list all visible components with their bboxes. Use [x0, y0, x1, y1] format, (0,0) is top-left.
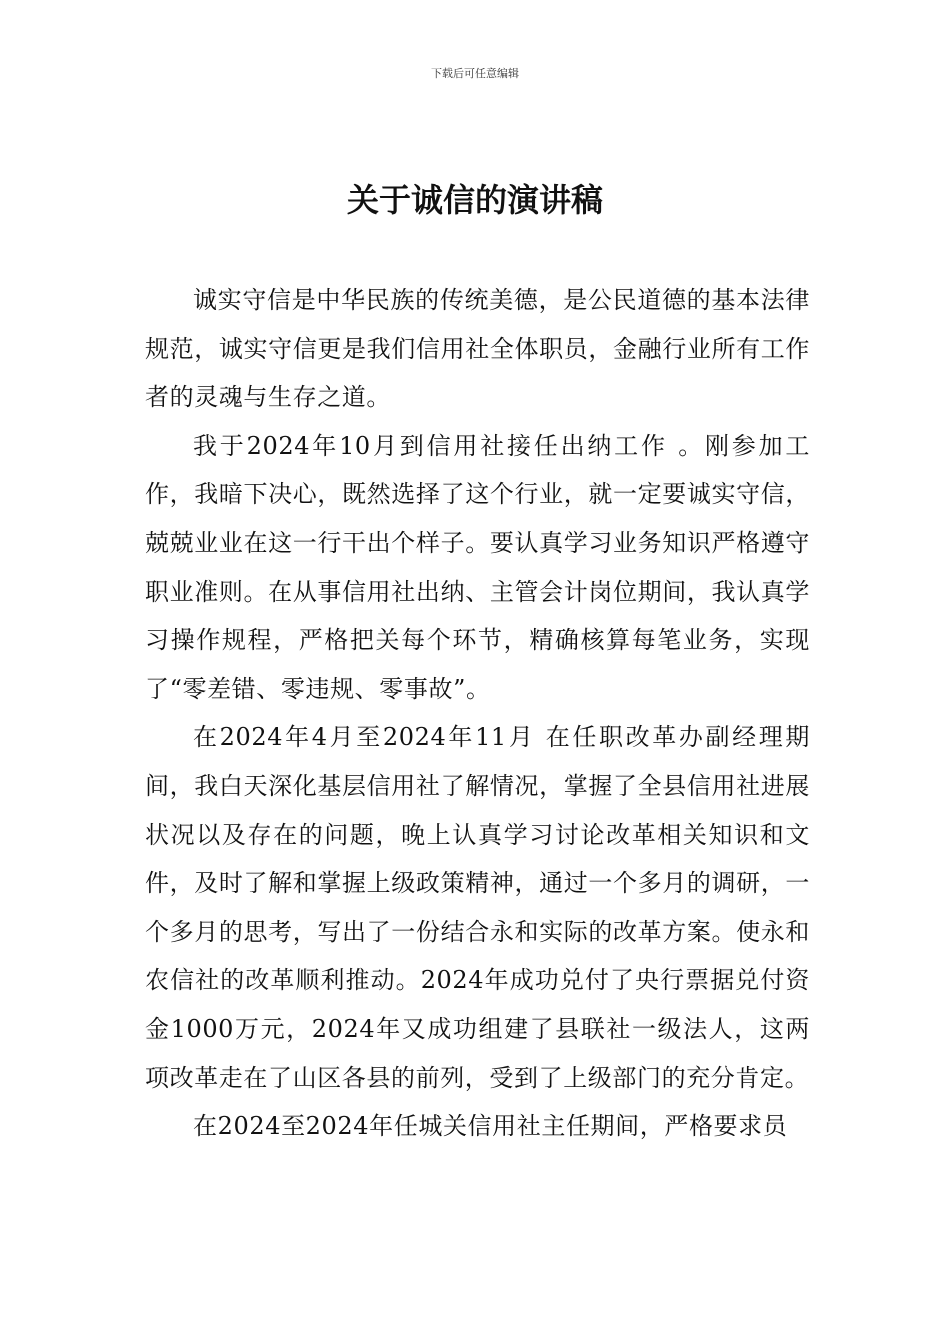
paragraph-4: 在2024至2024年任城关信用社主任期间，严格要求员	[193, 1112, 788, 1141]
header-note: 下载后可任意编辑	[431, 67, 519, 80]
paragraph-1: 诚实守信是中华民族的传统美德，是公民道德的基本法律规范，诚实守信更是我们信用社全体职员，金融行业所有工作者的灵魂与生存之道。	[145, 286, 810, 412]
paragraph-3: 在2024年4月至2024年11月 在任职改革办副经理期间，我白天深化基层信用社了解情况，掌握了全县信用社进展状况以及存在的问题，晚上认真学习讨论改革相关知识和文件，及时了解和掌握上级政策精神，通过一个多月的调研，一个多月的思考，写出了一份结合永和实际的改革方案。使永和农信社的改革顺利推动。2024年成功兑付了央行票据兑付资金1000万元，2024年又成功组建了县联社一级法人，这两项改革走在了山区各县的前列，受到了上级部门的充分肯定。	[145, 723, 810, 1092]
document-title: 关于诚信的演讲稿	[346, 181, 603, 219]
paragraph-2: 我于2024年10月到信用社接任出纳工作 。刚参加工作，我暗下决心，既然选择了这个行业，就一定要诚实守信，兢兢业业在这一行干出个样子。要认真学习业务知识严格遵守职业准则。在从事信用社出纳、主管会计岗位期间，我认真学习操作规程，严格把关每个环节，精确核算每笔业务，实现了“零差错、零违规、零事故”。	[145, 431, 810, 703]
document-body	[145, 276, 810, 1151]
